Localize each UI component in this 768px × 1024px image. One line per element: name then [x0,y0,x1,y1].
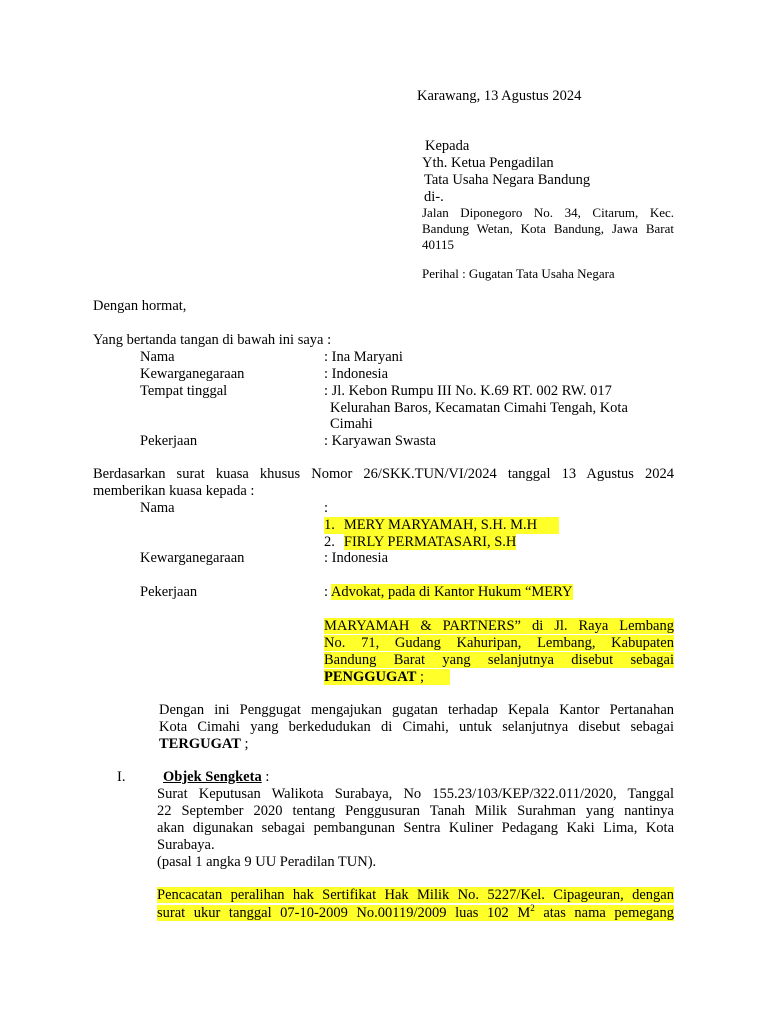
salutation: Dengan hormat, [93,298,187,314]
kuasa-paragraph [93,466,674,500]
letter-date: Karawang, 13 Agustus 2024 [417,88,582,104]
kuasa-pk-continuation [324,618,674,686]
defendant-line-3 [159,736,674,753]
section-1-title: Objek Sengketa [163,769,262,785]
objek-line-2: 22 September 2020 tentang Penggusuran Tanah Milik Surahman yang nantinya [157,803,674,819]
tergugat-suffix: ; [240,736,249,752]
plaintiff-nama-value: : Ina Maryani [324,349,403,365]
kuasa-line-2: memberikan kuasa kepada : [93,483,255,499]
kuasa-kw-value: : Indonesia [324,550,389,566]
section-1-heading [163,769,269,786]
plaintiff-tt-value-2: Kelurahan Baros, Kecamatan Cimahi Tengah, Kota [330,400,628,416]
perihal: Perihal : Gugatan Tata Usaha Negara [422,266,615,281]
attorney-1-number: 1. [324,517,335,533]
attorney-1-name: MERY MARYAMAH, S.H. M.H [343,517,538,533]
kuasa-nama-label: Nama [140,500,175,516]
section-1-title-suffix: : [261,769,270,785]
plaintiff-tt-value-1: : Jl. Kebon Rumpu III No. K.69 RT. 002 RW. 017 [324,383,612,399]
section-1-paragraph-1 [157,786,674,871]
objek-line-5: (pasal 1 angka 9 UU Peradilan TUN). [157,854,377,870]
kuasa-pk-value-1 [324,584,573,601]
plaintiff-kw-label: Kewarganegaraan [140,366,245,382]
defendant-paragraph [159,702,674,753]
plaintiff-pk-value: : Karyawan Swasta [324,433,436,449]
plaintiff-pk-label: Pekerjaan [140,433,198,449]
attorney-1 [324,517,559,534]
kuasa-pk-colon: : [324,584,331,600]
recipient-yth: Yth. Ketua Pengadilan [422,155,554,171]
objek-line-4: Surabaya. [157,837,215,853]
attorney-2 [324,534,516,551]
kuasa-pk-text-3: No. 71, Gudang Kahuripan, Lembang, Kabupaten [324,635,674,651]
pencatatan-line-2-b: atas nama pemegang [534,905,674,921]
pencatatan-line-2 [157,905,674,921]
attorney-2-number: 2. [324,534,335,550]
plaintiff-nama-label: Nama [140,349,175,365]
recipient-address-line-2: Bandung Wetan, Kota Bandung, Jawa Barat [422,221,674,236]
recipient-address-line-3: 40115 [422,237,455,252]
penggugat-suffix: ; [416,669,425,685]
pencatatan-line-2-a: surat ukur tanggal 07-10-2009 No.00119/2009 luas 102 M [157,905,531,921]
kuasa-nama-colon: : [324,500,329,516]
kuasa-pk-text-4: Bandung Barat yang selanjutnya disebut sebagai [324,652,674,668]
plaintiff-tt-value-3: Cimahi [330,416,373,432]
plaintiff-tt-label: Tempat tinggal [140,383,228,399]
tergugat-term: TERGUGAT [159,736,241,752]
square-meter-sup: 2 [530,903,535,913]
kuasa-pk-label: Pekerjaan [140,584,198,600]
objek-line-3: akan digunakan sebagai pembangunan Sentra Kuliner Pedagang Kaki Lima, Kota [157,820,674,836]
kuasa-pk-text-5 [324,669,450,685]
kuasa-pk-text-1: Advokat, pada di Kantor Hukum “MERY [330,584,573,600]
plaintiff-kw-value: : Indonesia [324,366,389,382]
recipient-kepada: Kepada [425,138,470,154]
recipient-address-line-1: Jalan Diponegoro No. 34, Citarum, Kec. [422,205,674,220]
defendant-line-1: Dengan ini Penggugat mengajukan gugatan terhadap Kepala Kantor Pertanahan [159,702,674,718]
penggugat-term: PENGGUGAT [324,669,417,685]
objek-line-1: Surat Keputusan Walikota Surabaya, No 155.23/103/KEP/322.011/2020, Tanggal [157,786,674,802]
recipient-address [422,205,674,253]
defendant-line-2: Kota Cimahi yang berkedudukan di Cimahi, untuk selanjutnya disebut sebagai [159,719,674,735]
kuasa-kw-label: Kewarganegaraan [140,550,245,566]
attorney-2-name: FIRLY PERMATASARI, S.H [343,534,517,550]
pencatatan-line-1: Pencacatan peralihan hak Sertifikat Hak Milik No. 5227/Kel. Cipageuran, dengan [157,887,674,903]
section-1-number: I. [117,769,126,785]
kuasa-line-1: Berdasarkan surat kuasa khusus Nomor 26/SKK.TUN/VI/2024 tanggal 13 Agustus 2024 [93,466,674,482]
intro-line: Yang bertanda tangan di bawah ini saya : [93,332,332,348]
kuasa-pk-text-2: MARYAMAH & PARTNERS” di Jl. Raya Lembang [324,618,674,634]
section-1-paragraph-2 [157,887,674,922]
recipient-di: di-. [424,189,444,205]
recipient-court: Tata Usaha Negara Bandung [424,172,591,188]
